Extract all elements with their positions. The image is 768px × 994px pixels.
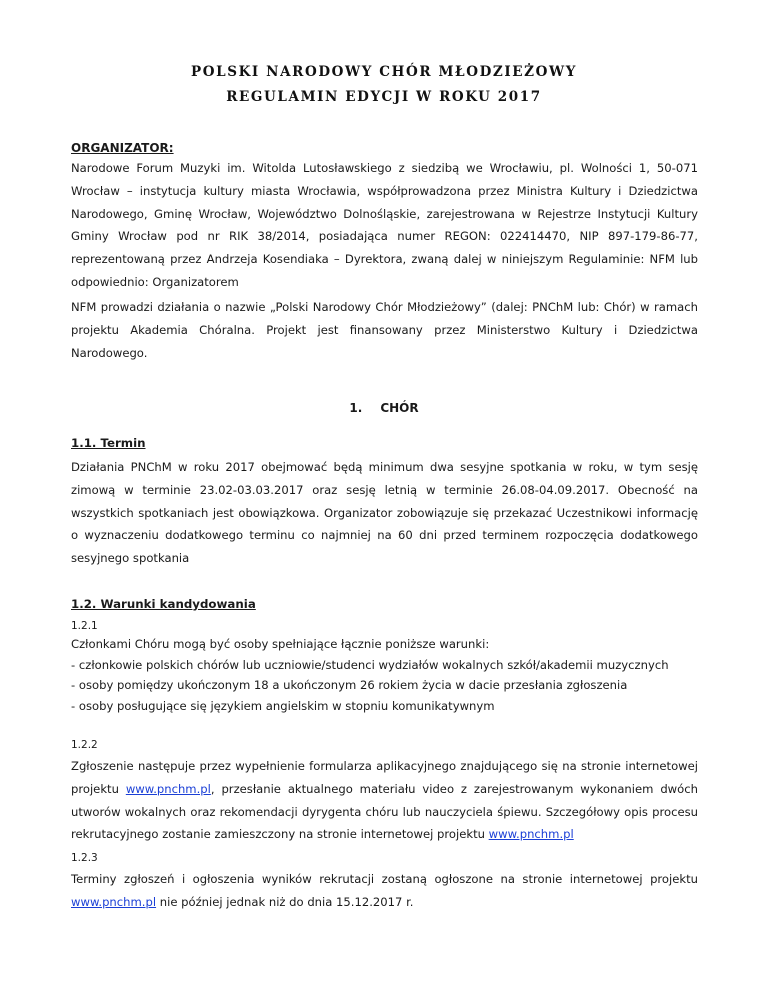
clause-1-2-2 — [71, 735, 698, 846]
website-link[interactable]: www.pnchm.pl — [488, 827, 574, 842]
subsection-heading-termin: 1.1. Termin — [71, 436, 146, 450]
clause-text-part: nie później jednak niż do dnia 15.12.2017 r. — [156, 894, 414, 909]
section-number: 1. — [349, 401, 363, 415]
clause-text — [71, 868, 698, 914]
clause-text — [71, 755, 698, 846]
section-title: CHÓR — [380, 401, 419, 415]
website-link[interactable]: www.pnchm.pl — [71, 894, 157, 909]
list-item: - osoby pomiędzy ukończonym 18 a ukończonym 26 rokiem życia w dacie przesłania zgłoszenia — [71, 678, 628, 692]
clause-1-2-1 — [71, 618, 698, 716]
organizer-text: Narodowe Forum Muzyki im. Witolda Lutosławskiego z siedzibą we Wrocławiu, pl. Wolności 1, 50-071 Wrocław – instytucja kultury miasta Wrocławia, współprowadzona przez Ministra Kultury i Dziedzictwa Narodowego, Gminę Wrocław, Województwo Dolnośląskie, zarejestrowana w Rejestrze Instytucji Kultury Gminy Wrocław pod nr RIK 38/2014, posiadająca numer REGON: 022414470, NIP 897-179-86-77, reprezentowaną przez Andrzeja Kosendiaka – Dyrektora, zwaną dalej w niniejszym Regulaminie: NFM lub odpowiednio: Organizatorem — [71, 161, 698, 289]
organizer-block — [71, 140, 698, 294]
clause-number: 1.2.3 — [71, 852, 98, 864]
website-link[interactable]: www.pnchm.pl — [125, 781, 211, 796]
subsection-heading-warunki: 1.2. Warunki kandydowania — [71, 597, 256, 611]
termin-block — [71, 456, 698, 570]
clause-text-part: Zgłoszenie następuje przez wypełnienie formularza aplikacyjnego znajdującego się na stronie internetowej projektu — [71, 759, 698, 796]
clause-text-part: , przesłanie aktualnego materiału video z zarejestrowanym wykonaniem dwóch utworów wokalnych oraz rekomendacji dyrygenta chóru lub nauczyciela śpiewu. Szczegółowy opis procesu rekrutacyjnego zostanie zamieszczony na stronie internetowej projektu — [71, 781, 698, 842]
section-heading — [0, 401, 768, 415]
list-item: - osoby posługujące się językiem angielskim w stopniu komunikatywnym — [71, 698, 495, 713]
intro-block — [71, 296, 698, 364]
termin-text: Działania PNChM w roku 2017 obejmować będą minimum dwa sesyjne spotkania w roku, w tym sesję zimową w terminie 23.02-03.03.2017 oraz sesję letnią w terminie 26.08-04.09.2017. Obecność na wszystkich spotkaniach jest obowiązkowa. Organizator zobowiązuje się przekazać Uczestnikowi informację o wyznaczeniu dodatkowego terminu co najmniej na 60 dni przed terminem rozpoczęcia dodatkowego sesyjnego spotkania — [71, 460, 698, 566]
document-title: POLSKI NARODOWY CHÓR MŁODZIEŻOWY — [191, 64, 577, 80]
list-item: - członkowie polskich chórów lub uczniowie/studenci wydziałów wokalnych szkół/akademii muzycznych — [71, 657, 669, 672]
clause-intro: Członkami Chóru mogą być osoby spełniające łącznie poniższe warunki: — [71, 637, 490, 651]
clause-number: 1.2.2 — [71, 739, 98, 751]
clause-1-2-3 — [71, 848, 698, 914]
intro-text: NFM prowadzi działania o nazwie „Polski Narodowy Chór Młodzieżowy” (dalej: PNChM lub: Chór) w ramach projektu Akademia Chóralna. Projekt jest finansowany przez Ministerstwo Kultury i Dziedzictwa Narodowego. — [71, 300, 698, 360]
document-subtitle: REGULAMIN EDYCJI W ROKU 2017 — [226, 89, 542, 105]
organizer-label: ORGANIZATOR: — [71, 141, 174, 155]
clause-number: 1.2.1 — [71, 620, 98, 632]
clause-text-part: Terminy zgłoszeń i ogłoszenia wyników rekrutacji zostaną ogłoszone na stronie internetowej projektu — [71, 872, 698, 886]
